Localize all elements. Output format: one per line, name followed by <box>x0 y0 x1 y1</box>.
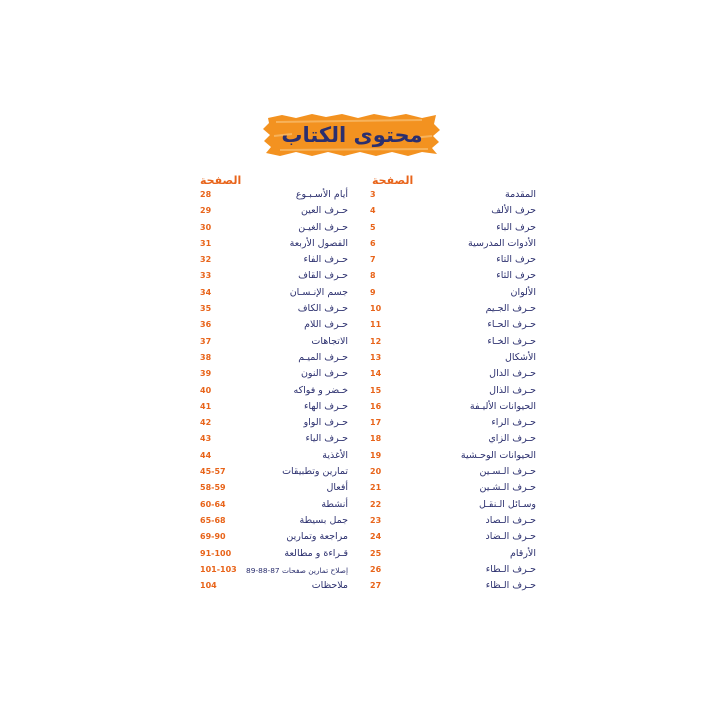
toc-row <box>370 466 536 482</box>
toc-row <box>370 417 536 433</box>
toc-row <box>370 531 536 547</box>
toc-row <box>370 564 536 580</box>
toc-entry-title: الأرقام <box>510 547 536 559</box>
toc-row <box>370 385 536 401</box>
toc-entry-title: حـرف الـظاء <box>485 580 536 592</box>
toc-entry-title: حـرف الدال <box>489 368 536 380</box>
toc-row <box>200 401 348 417</box>
toc-row <box>370 482 536 498</box>
toc-entry-page: 104 <box>200 581 217 591</box>
toc-entry-page: 34 <box>200 287 212 297</box>
toc-entry-page: 43 <box>200 434 212 444</box>
title-banner <box>262 112 442 158</box>
toc-column-right <box>370 189 536 596</box>
toc-entry-title: حـرف الجـيم <box>485 303 536 315</box>
toc-entry-title: جمل بسيطة <box>299 514 348 526</box>
toc-row <box>370 450 536 466</box>
toc-entry-page: 69-90 <box>200 532 226 542</box>
toc-entry-page: 4 <box>370 206 376 216</box>
toc-entry-title: حرف التاء <box>496 254 536 266</box>
toc-row <box>370 336 536 352</box>
toc-entry-page: 9 <box>370 287 376 297</box>
toc-row <box>370 368 536 384</box>
toc-entry-page: 40 <box>200 385 212 395</box>
toc-entry-title: حـرف الراء <box>491 417 536 429</box>
toc-entry-title: حرف الباء <box>496 221 536 233</box>
toc-entry-page: 45-57 <box>200 467 226 477</box>
toc-entry-page: 42 <box>200 418 212 428</box>
toc-row <box>200 515 348 531</box>
toc-entry-title: حـرف الـطاء <box>485 563 536 575</box>
toc-entry-title: حرف الألف <box>491 205 536 217</box>
toc-entry-title: حـرف الميـم <box>298 351 348 363</box>
toc-row <box>370 287 536 303</box>
toc-row <box>200 466 348 482</box>
toc-entry-title: تمارين وتطبيقات <box>282 466 348 478</box>
toc-entry-page: 15 <box>370 385 382 395</box>
toc-row <box>200 270 348 286</box>
toc-row <box>200 385 348 401</box>
toc-row <box>200 189 348 205</box>
toc-entry-title: الحيوانات الأليـفة <box>469 400 536 412</box>
toc-row <box>370 270 536 286</box>
toc-row <box>200 450 348 466</box>
toc-row <box>370 189 536 205</box>
toc-entry-title: مراجعة وتمارين <box>286 531 348 543</box>
toc-entry-title: قـراءة و مطالعة <box>284 547 348 559</box>
toc-entry-page: 13 <box>370 352 382 362</box>
toc-row <box>200 222 348 238</box>
toc-row <box>370 303 536 319</box>
toc-column-left <box>200 189 348 596</box>
toc-entry-page: 30 <box>200 222 212 232</box>
toc-row <box>370 499 536 515</box>
toc-row <box>200 336 348 352</box>
toc-entry-page: 8 <box>370 271 376 281</box>
toc-entry-page: 6 <box>370 238 376 248</box>
toc-entry-page: 39 <box>200 369 212 379</box>
toc-entry-page: 16 <box>370 401 382 411</box>
toc-entry-title: حـرف الفاء <box>303 254 348 266</box>
toc-row <box>200 205 348 221</box>
toc-entry-title: أنشطة <box>321 498 348 510</box>
toc-entry-title: حـرف الكاف <box>297 303 348 315</box>
toc-row <box>200 368 348 384</box>
toc-row <box>370 352 536 368</box>
toc-entry-title: الفصول الأربعة <box>289 237 348 249</box>
toc-entry-page: 58-59 <box>200 483 226 493</box>
toc-entry-page: 17 <box>370 418 382 428</box>
toc-row <box>200 303 348 319</box>
toc-row <box>200 254 348 270</box>
toc-entry-title: جسم الإنـسـان <box>289 286 348 298</box>
toc-entry-page: 12 <box>370 336 382 346</box>
toc-entry-title: إصلاح تمارين صفحات 87-88-89 <box>246 565 348 575</box>
toc-row <box>370 580 536 596</box>
toc-row <box>200 580 348 596</box>
toc-entry-title: حـرف القاف <box>298 270 348 282</box>
toc-row <box>200 238 348 254</box>
toc-entry-page: 101-103 <box>200 564 237 574</box>
toc-entry-page: 21 <box>370 483 382 493</box>
toc-entry-title: حـرف الهاء <box>303 400 348 412</box>
toc-row <box>370 401 536 417</box>
toc-entry-page: 7 <box>370 255 376 265</box>
toc-entry-title: حـرف الخـاء <box>487 335 536 347</box>
toc-entry-title: حـرف الياء <box>305 433 348 445</box>
toc-entry-title: الأدوات المدرسية <box>468 237 536 249</box>
toc-entry-page: 26 <box>370 564 382 574</box>
toc-entry-title: حـرف الغيـن <box>298 221 348 233</box>
toc-entry-page: 10 <box>370 304 382 314</box>
toc-entry-page: 37 <box>200 336 212 346</box>
toc-entry-title: أفعال <box>326 482 348 494</box>
toc-entry-page: 31 <box>200 238 212 248</box>
toc-entry-page: 18 <box>370 434 382 444</box>
toc-entry-page: 14 <box>370 369 382 379</box>
toc-entry-page: 5 <box>370 222 376 232</box>
toc-entry-page: 32 <box>200 255 212 265</box>
toc-entry-title: حـرف الواو <box>303 417 348 429</box>
toc-entry-page: 38 <box>200 352 212 362</box>
toc-entry-title: خـضر و فواكه <box>293 384 348 396</box>
toc-row <box>200 287 348 303</box>
toc-entry-page: 65-68 <box>200 515 226 525</box>
toc-entry-title: حـرف الذال <box>489 384 536 396</box>
toc-row <box>200 531 348 547</box>
toc-row <box>200 499 348 515</box>
toc-entry-page: 36 <box>200 320 212 330</box>
toc-row <box>200 433 348 449</box>
toc-row <box>200 564 348 580</box>
toc-entry-title: حـرف الـشـين <box>479 482 536 494</box>
toc-entry-title: أيام الأسـبـوع <box>295 189 348 200</box>
toc-entry-page: 28 <box>200 190 212 199</box>
toc-entry-title: حـرف الـضاد <box>485 531 536 543</box>
toc-entry-page: 25 <box>370 548 382 558</box>
toc-entry-page: 20 <box>370 467 382 477</box>
toc-entry-title: الحيوانات الوحـشية <box>460 449 536 461</box>
toc-row <box>200 352 348 368</box>
toc-entry-page: 33 <box>200 271 212 281</box>
toc-entry-page: 35 <box>200 304 212 314</box>
toc-entry-title: حرف الثاء <box>496 270 536 282</box>
toc-entry-title: حـرف الحـاء <box>487 319 536 331</box>
toc-row <box>200 482 348 498</box>
toc-entry-page: 22 <box>370 499 382 509</box>
toc-entry-title: حـرف النون <box>300 368 348 380</box>
toc-entry-page: 29 <box>200 206 212 216</box>
toc-entry-page: 24 <box>370 532 382 542</box>
toc-entry-title: الألوان <box>510 286 536 298</box>
toc-row <box>200 417 348 433</box>
page-header-right: الصفحة <box>372 174 414 187</box>
toc-row <box>370 433 536 449</box>
toc-row <box>370 238 536 254</box>
toc-row <box>370 222 536 238</box>
toc-entry-page: 27 <box>370 581 382 591</box>
toc-row <box>200 319 348 335</box>
toc-entry-title: المقدمة <box>504 189 536 200</box>
toc-entry-page: 60-64 <box>200 499 226 509</box>
toc-entry-page: 11 <box>370 320 382 330</box>
toc-entry-title: الاتجاهات <box>311 335 348 347</box>
page-header-left: الصفحة <box>200 174 242 187</box>
toc-entry-page: 23 <box>370 515 382 525</box>
toc-entry-page: 3 <box>370 190 376 199</box>
toc-row <box>370 515 536 531</box>
toc-entry-title: حـرف الزاي <box>488 433 536 445</box>
toc-row <box>370 205 536 221</box>
toc-row <box>370 254 536 270</box>
toc-entry-title: وسـائل الـنقـل <box>478 498 536 510</box>
toc-entry-page: 19 <box>370 450 382 460</box>
toc-entry-title: حـرف اللام <box>304 319 348 331</box>
toc-entry-page: 41 <box>200 401 212 411</box>
toc-entry-title: الأغذية <box>322 449 348 461</box>
toc-row <box>200 548 348 564</box>
toc-entry-page: 91-100 <box>200 548 232 558</box>
toc-entry-title: حـرف العين <box>301 205 348 217</box>
toc-entry-title: ملاحظات <box>311 580 348 592</box>
toc-entry-title: حـرف الـسـين <box>479 466 536 478</box>
page-title: محتوى الكتاب <box>281 123 423 147</box>
toc-entry-page: 44 <box>200 450 212 460</box>
toc-row <box>370 319 536 335</box>
toc-entry-title: الأشكال <box>504 351 536 363</box>
toc-entry-title: حـرف الـصاد <box>485 514 536 526</box>
toc-row <box>370 548 536 564</box>
